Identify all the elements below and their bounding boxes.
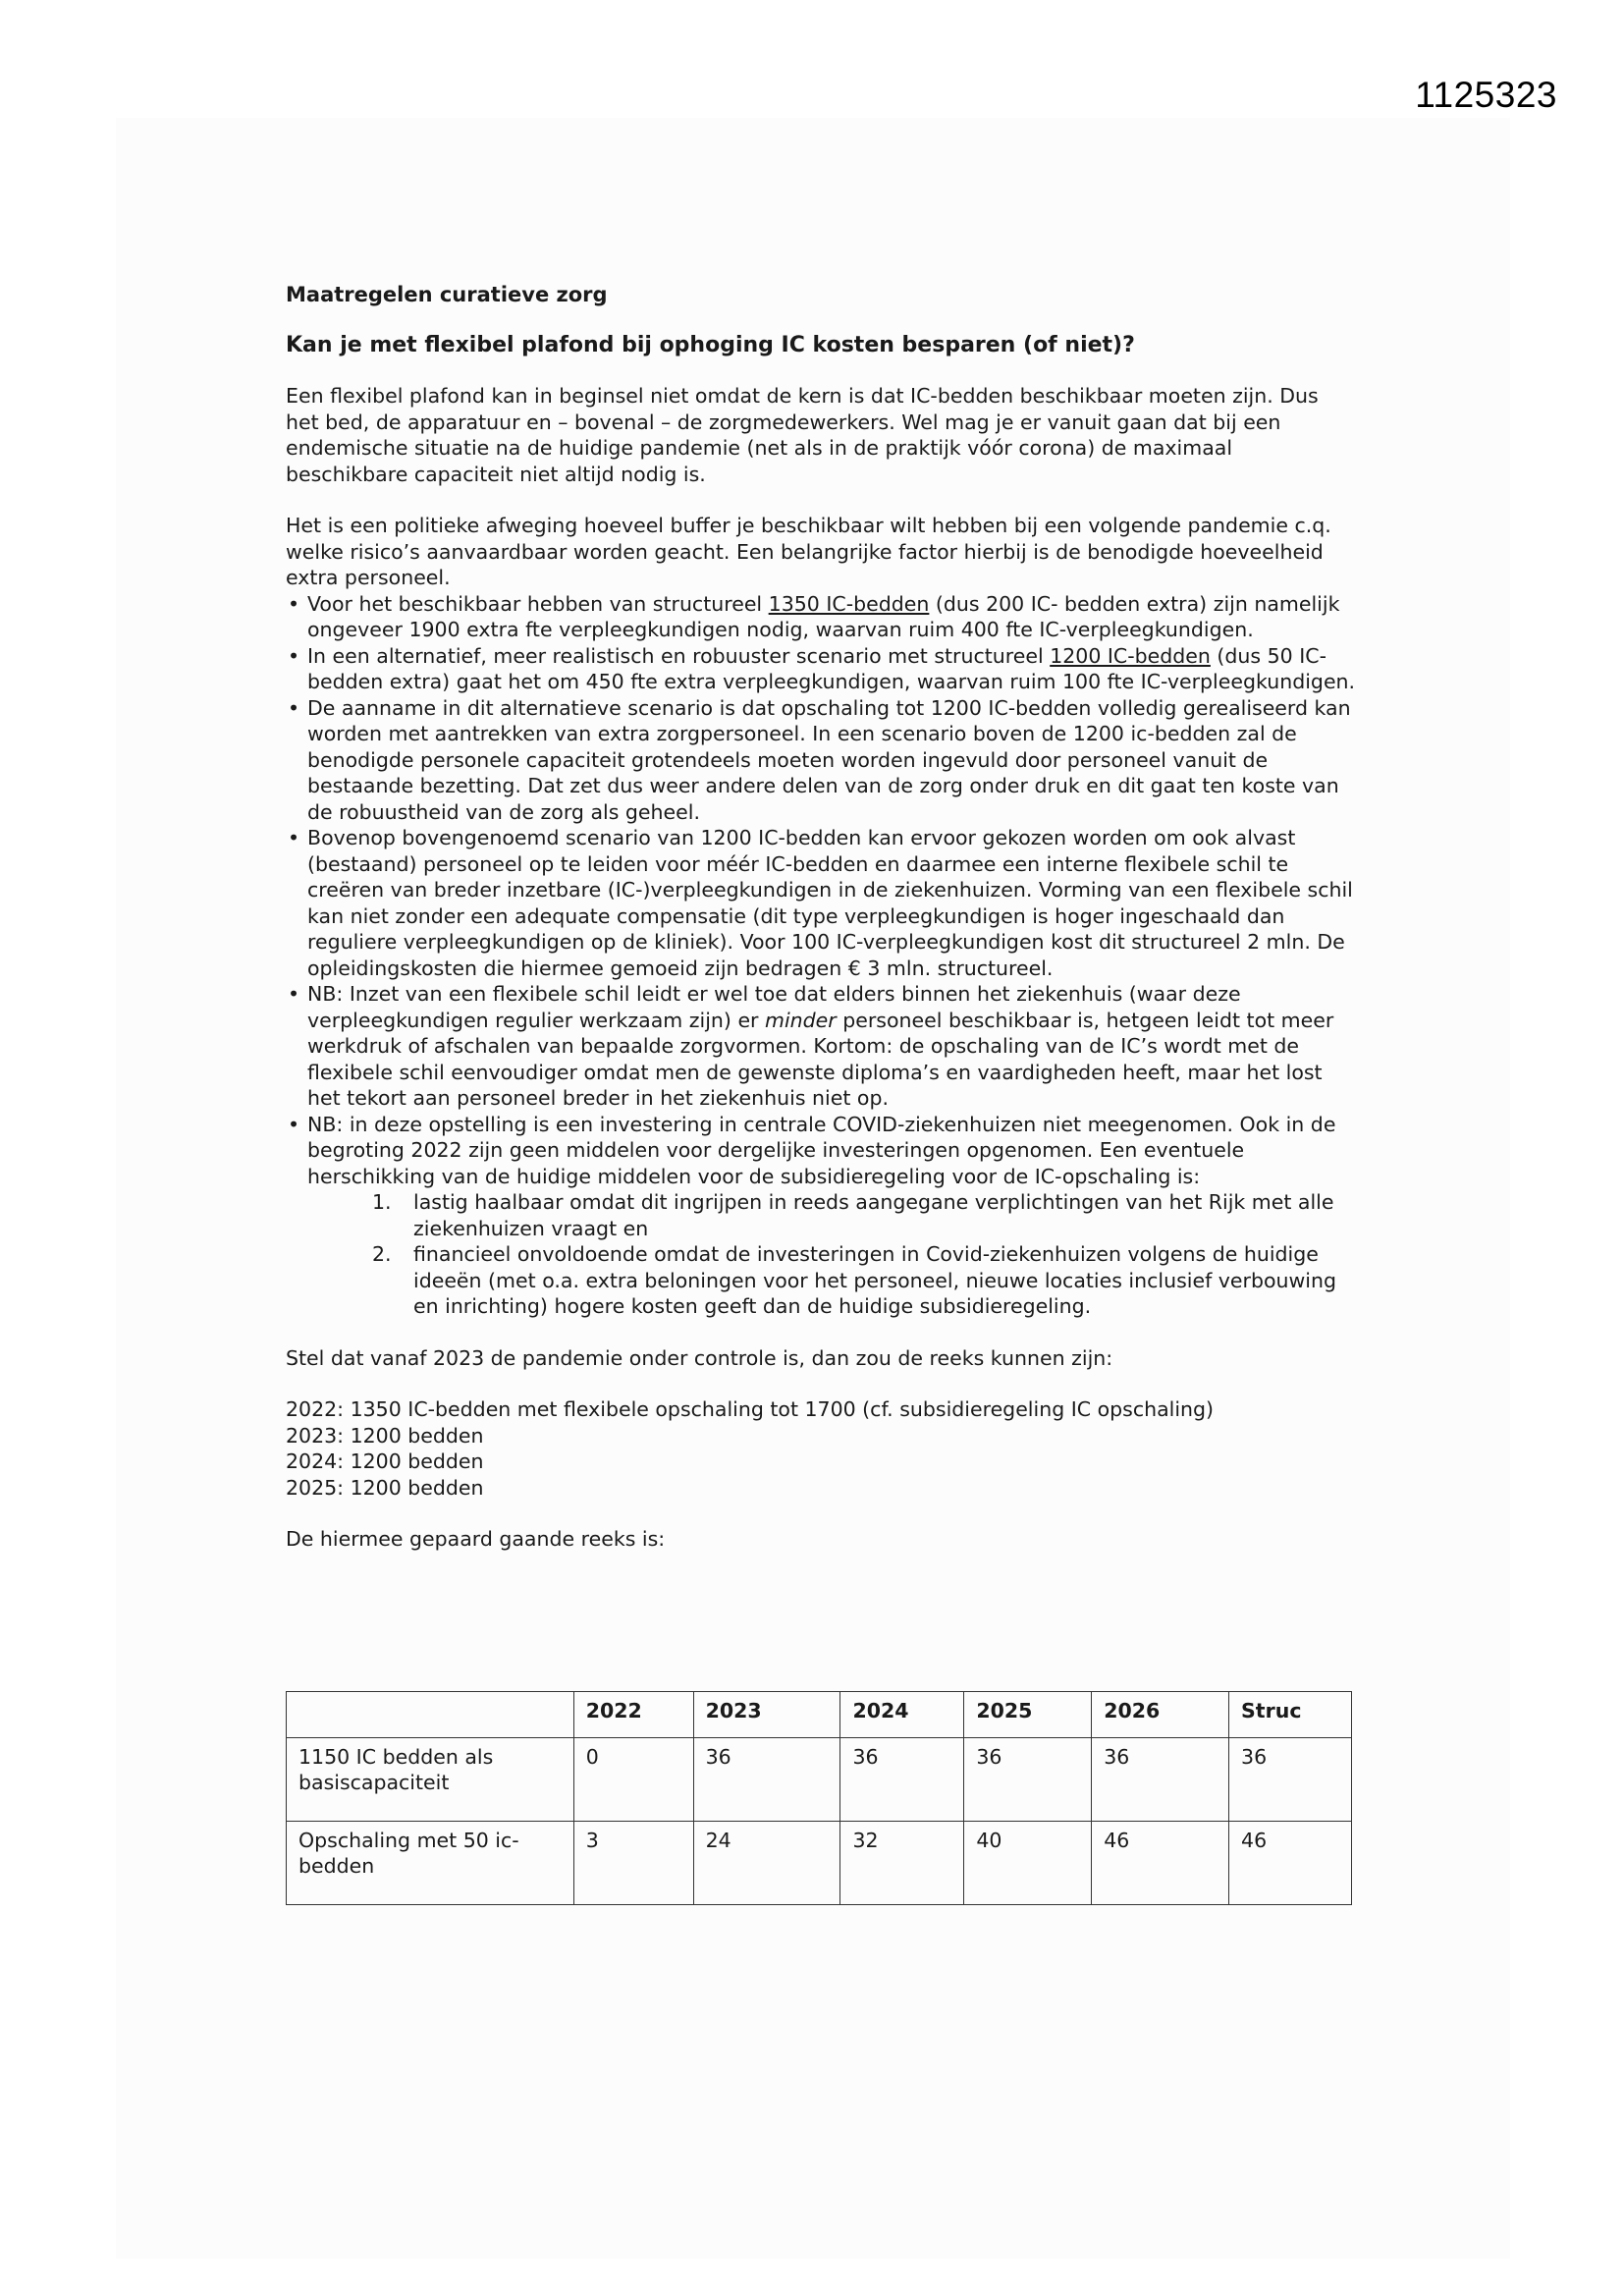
table-cell: 36 <box>1092 1738 1229 1822</box>
table-header-cell: 2026 <box>1092 1692 1229 1738</box>
table-header-cell <box>287 1692 574 1738</box>
table-header-row <box>287 1692 1352 1738</box>
table-cell: 46 <box>1229 1822 1352 1905</box>
table-cell: 46 <box>1092 1822 1229 1905</box>
bullet-list <box>286 591 1356 1320</box>
table-cell: 36 <box>840 1738 964 1822</box>
table-header-cell: 2023 <box>693 1692 840 1738</box>
document-number: 1125323 <box>1415 75 1557 115</box>
item-text: lastig haalbaar omdat dit ingrijpen in reeds aangegane verplichtingen van het Rijk met alle ziekenhuizen vraagt en <box>413 1190 1334 1240</box>
italic-text: minder <box>765 1008 837 1032</box>
document-body <box>286 282 1356 1553</box>
year-line: 2025: 1200 bedden <box>286 1475 484 1500</box>
question-heading: Kan je met flexibel plafond bij ophoging IC kosten besparen (of niet)? <box>286 333 1135 357</box>
bullet-text: NB: Inzet van een flexibele schil leidt er wel toe dat elders binnen het ziekenhuis (waar deze verpleegkundigen regulier werkzaam zijn) er minder personeel beschikbaar is, hetgeen leidt tot meer werkdruk of afschalen van bepaalde zorgvormen. Kortom: de opschaling van de IC’s wordt met de flexibele schil eenvoudiger omdat men de gewenste diploma’s en vaardigheden heeft, maar het lost het tekort aan personeel breder in het ziekenhuis niet op. <box>307 982 1334 1110</box>
item-number: 1. <box>372 1190 392 1214</box>
underlined-text: 1350 IC-bedden <box>768 591 930 616</box>
year-series <box>286 1396 1356 1501</box>
table-cell: 24 <box>693 1822 840 1905</box>
table-cell: 3 <box>573 1822 693 1905</box>
table-row <box>287 1822 1352 1905</box>
year-line: 2023: 1200 bedden <box>286 1423 484 1448</box>
paragraph-gepaard: De hiermee gepaard gaande reeks is: <box>286 1527 666 1551</box>
table-cell: 1150 IC bedden als basiscapaciteit <box>287 1738 574 1822</box>
year-line: 2024: 1200 bedden <box>286 1449 484 1473</box>
cost-table <box>286 1691 1352 1905</box>
table-header-cell: 2024 <box>840 1692 964 1738</box>
table-cell: 36 <box>1229 1738 1352 1822</box>
table-header-cell: 2025 <box>964 1692 1092 1738</box>
table-header-cell: 2022 <box>573 1692 693 1738</box>
table-row <box>287 1738 1352 1822</box>
paragraph-flexibel-plafond: Een flexibel plafond kan in beginsel niet omdat de kern is dat IC-bedden beschikbaar moeten zijn. Dus het bed, de apparatuur en – bovenal – de zorgmedewerkers. Wel mag je er vanuit gaan dat bij een endemische situatie na de huidige pandemie (net als in de praktijk vóór corona) de maximaal beschikbare capaciteit niet altijd nodig is. <box>286 384 1319 486</box>
bullet-text: De aanname in dit alternatieve scenario is dat opschaling tot 1200 IC-bedden volledig gerealiseerd kan worden met aantrekken van extra zorgpersoneel. In een scenario boven de 1200 ic-bedden zal de benodigde personele capaciteit grotendeels moeten worden ingevuld door personeel vanuit de bestaande bezetting. Dat zet dus weer andere delen van de zorg onder druk en dit gaat ten koste van de robuustheid van de zorg als geheel. <box>307 695 1351 824</box>
bullet-text: In een alternatief, meer realistisch en robuuster scenario met structureel 1200 IC-bedden (dus 50 IC-bedden extra) gaat het om 450 fte extra verpleegkundigen, waarvan ruim 100 fte IC-verpleegkundigen. <box>307 643 1356 693</box>
table-header-cell: Struc <box>1229 1692 1352 1738</box>
bullet-item <box>286 643 1356 695</box>
section-heading: Maatregelen curatieve zorg <box>286 283 608 306</box>
bullet-item <box>286 695 1356 826</box>
underlined-text: 1200 IC-bedden <box>1050 643 1211 668</box>
numbered-item <box>307 1189 1356 1241</box>
bullet-item <box>286 1112 1356 1320</box>
table-cell: 32 <box>840 1822 964 1905</box>
bullet-item <box>286 591 1356 643</box>
bullet-text: Bovenop bovengenoemd scenario van 1200 IC-bedden kan ervoor gekozen worden om ook alvast (bestaand) personeel op te leiden voor méér IC-bedden en daarmee een interne flexibele schil te creëren van breder inzetbare (IC-)verpleegkundigen in de ziekenhuizen. Vorming van een flexibele schil kan niet zonder een adequate compensatie (dit type verpleegkundigen is hoger ingeschaald dan reguliere verpleegkundigen op de kliniek). Voor 100 IC-verpleegkundigen kost dit structureel 2 mln. De opleidingskosten die hiermee gemoeid zijn bedragen € 3 mln. structureel. <box>307 826 1353 980</box>
table-cell: Opschaling met 50 ic-bedden <box>287 1822 574 1905</box>
paragraph-reeks: Stel dat vanaf 2023 de pandemie onder controle is, dan zou de reeks kunnen zijn: <box>286 1345 1113 1370</box>
table-cell: 36 <box>964 1738 1092 1822</box>
table-cell: 36 <box>693 1738 840 1822</box>
year-line: 2022: 1350 IC-bedden met flexibele opschaling tot 1700 (cf. subsidieregeling IC opschaling) <box>286 1397 1215 1421</box>
paragraph-politieke-afweging: Het is een politieke afweging hoeveel buffer je beschikbaar wilt hebben bij een volgende pandemie c.q. welke risico’s aanvaardbaar worden geacht. Een belangrijke factor hierbij is de benodigde hoeveelheid extra personeel. <box>286 514 1331 589</box>
table-cell: 0 <box>573 1738 693 1822</box>
numbered-item <box>307 1241 1356 1320</box>
bullet-item <box>286 981 1356 1112</box>
item-number: 2. <box>372 1242 392 1266</box>
bullet-text: Voor het beschikbaar hebben van structureel 1350 IC-bedden (dus 200 IC- bedden extra) zijn namelijk ongeveer 1900 extra fte verpleegkundigen nodig, waarvan ruim 400 fte IC-verpleegkundigen. <box>307 591 1340 641</box>
bullet-item <box>286 825 1356 981</box>
bullet-text: NB: in deze opstelling is een investering in centrale COVID-ziekenhuizen niet meegenomen. Ook in de begroting 2022 zijn geen middelen voor dergelijke investeringen opgenomen. Een eventuele herschikking van de huidige middelen voor de subsidieregeling voor de IC-opschaling is: <box>307 1112 1336 1188</box>
item-text: financieel onvoldoende omdat de investeringen in Covid-ziekenhuizen volgens de huidige ideeën (met o.a. extra beloningen voor het personeel, nieuwe locaties inclusief verbouwing en inrichting) hogere kosten geeft dan de huidige subsidieregeling. <box>413 1242 1336 1318</box>
numbered-list <box>307 1189 1356 1320</box>
table-cell: 40 <box>964 1822 1092 1905</box>
